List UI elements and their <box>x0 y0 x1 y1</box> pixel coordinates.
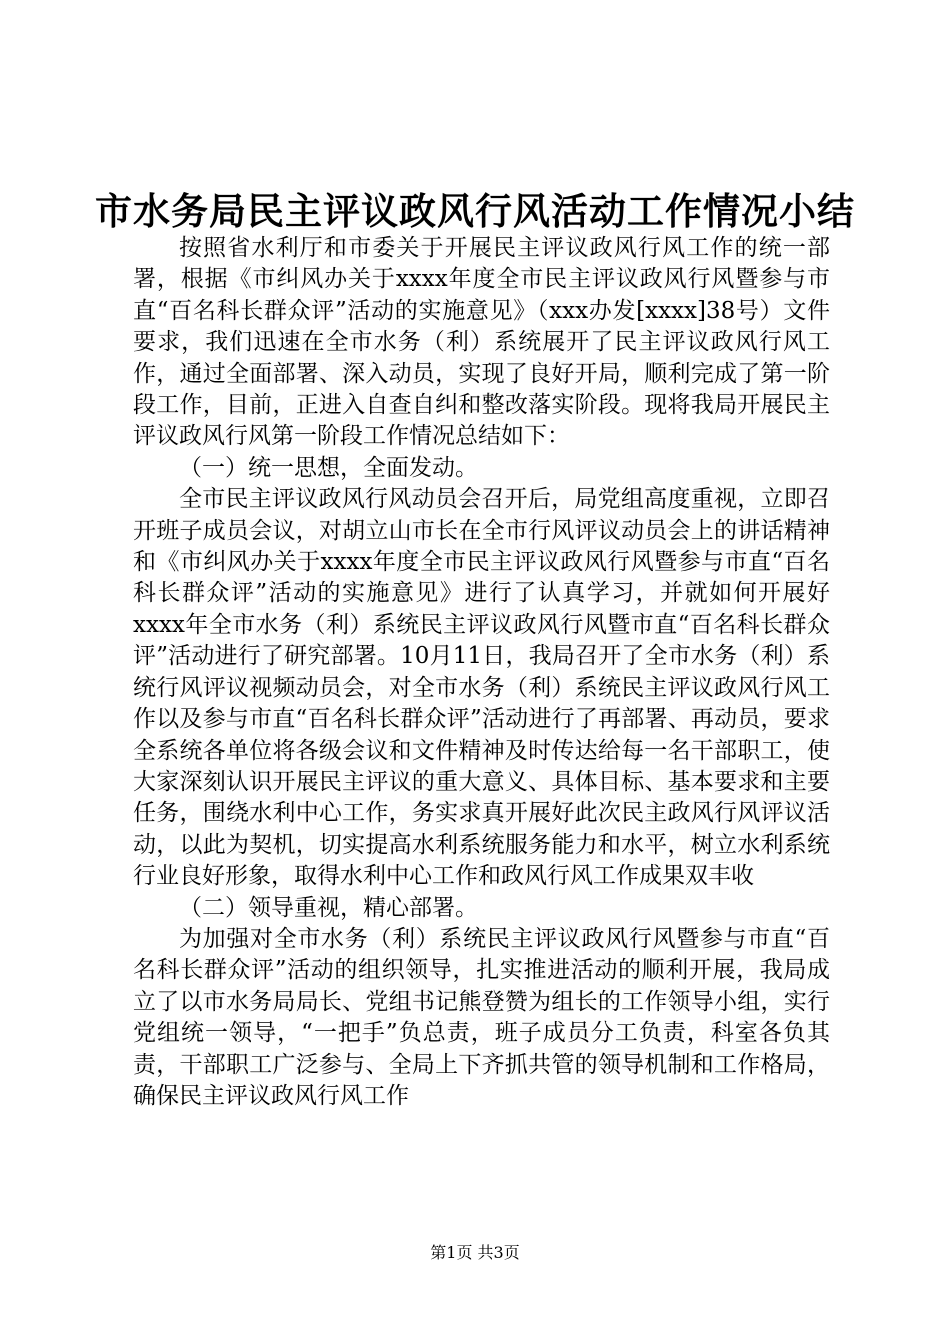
paragraph-section-1: 全市民主评议政风行风动员会召开后，局党组高度重视，立即召开班子成员会议，对胡立山市长在全市行风评议动员会上的讲话精神和《市纠风办关于xxxx年度全市民主评议政风行风暨参与市直“百名科长群众评”活动的实施意见》进行了认真学习，并就如何开展好xxxx年全市水务（利）系统民主评议政风行风暨市直“百名科长群众评”活动进行了研究部署。10月11日，我局召开了全市水务（利）系统行风评议视频动员会，对全市水务（利）系统民主评议政风行风工作以及参与市直“百名科长群众评”活动进行了再部署、再动员，要求全系统各单位将各级会议和文件精神及时传达给每一名干部职工，使大家深刻认识开展民主评议的重大意义、具体目标、基本要求和主要任务，围绕水利中心工作，务实求真开展好此次民主政风行风评议活动，以此为契机，切实提高水利系统服务能力和水平，树立水利系统行业良好形象，取得水利中心工作和政风行风工作成果双丰收 <box>133 486 830 890</box>
document-body <box>133 233 830 1112</box>
paragraph-section-2: 为加强对全市水务（利）系统民主评议政风行风暨参与市直“百名科长群众评”活动的组织领导，扎实推进活动的顺利开展，我局成立了以市水务局局长、党组书记熊登赞为组长的工作领导小组，实行党组统一领导，“一把手”负总责，班子成员分工负责，科室各负其责，干部职工广泛参与、全局上下齐抓共管的领导机制和工作格局，确保民主评议政风行风工作 <box>133 925 830 1109</box>
section-heading-2: （二）领导重视，精心部署。 <box>179 894 478 921</box>
document-title: 市水务局民主评议政风行风活动工作情况小结 <box>95 189 855 233</box>
paragraph-intro: 按照省水利厅和市委关于开展民主评议政风行风工作的统一部署，根据《市纠风办关于xxxx年度全市民主评议政风行风暨参与市直“百名科长群众评”活动的实施意见》（xxx办发[xxxx]38号）文件要求，我们迅速在全市水务（利）系统展开了民主评议政风行风工作，通过全面部署、深入动员，实现了良好开局，顺利完成了第一阶段工作，目前，正进入自查自纠和整改落实阶段。现将我局开展民主评议政风行风第一阶段工作情况总结如下： <box>133 235 830 450</box>
page-footer: 第1页 共3页 <box>430 1243 520 1262</box>
section-heading-1: （一）统一思想，全面发动。 <box>179 454 478 481</box>
